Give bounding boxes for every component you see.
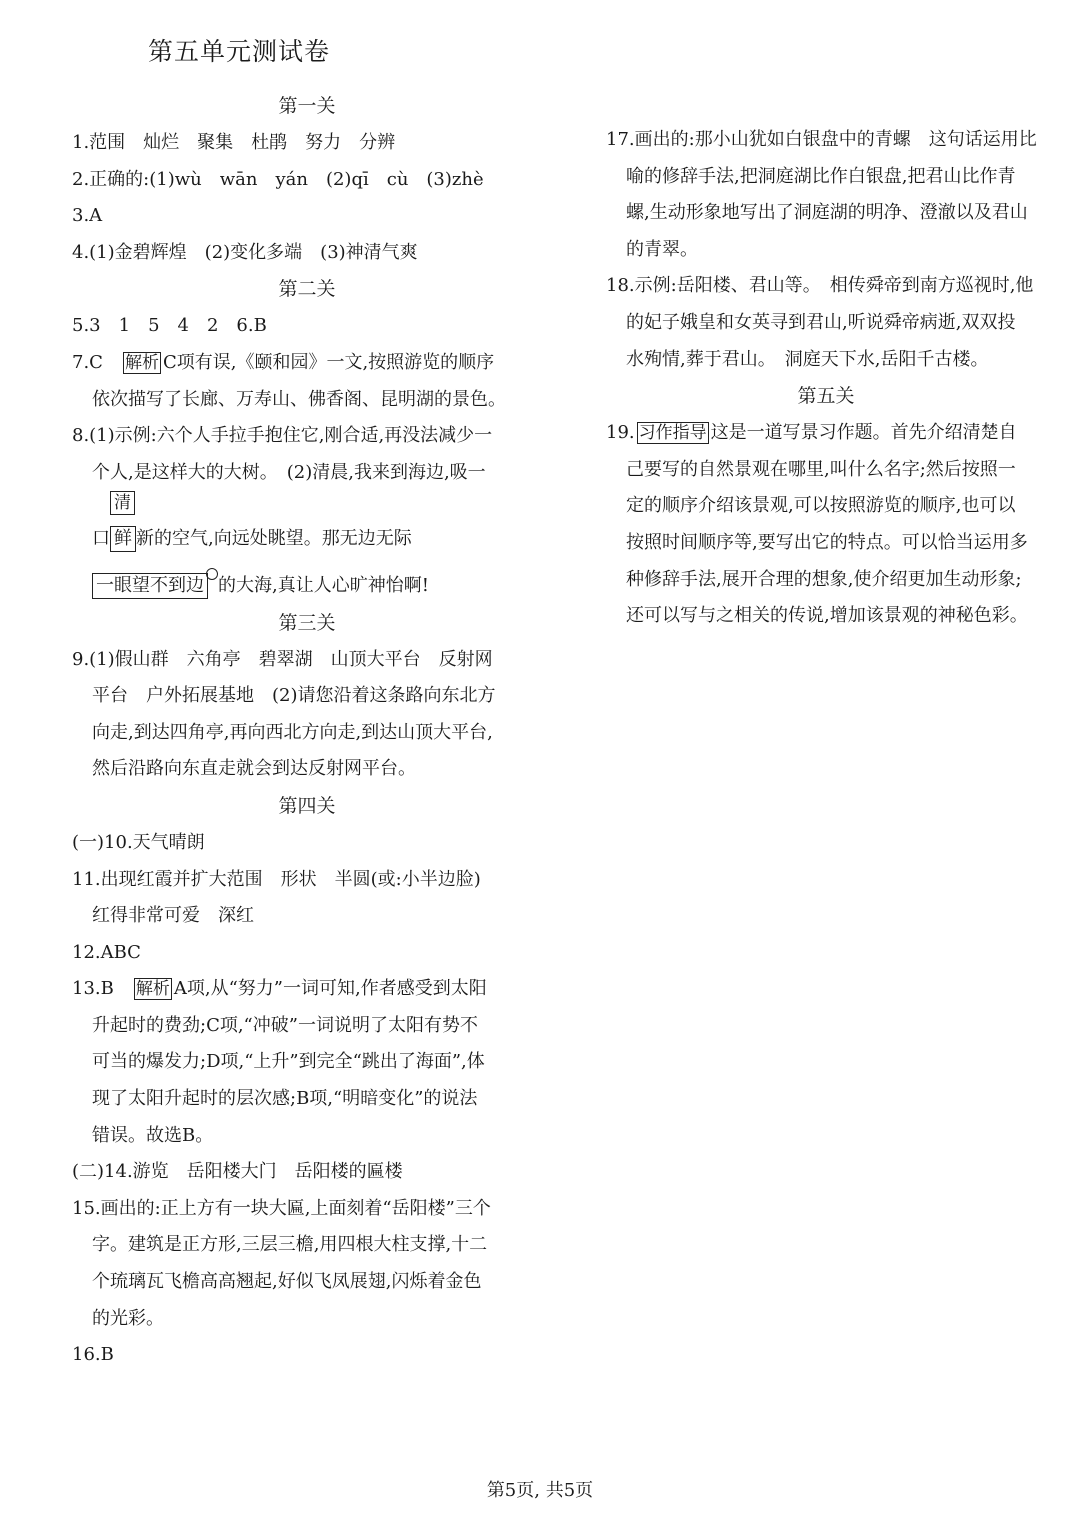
answer-11-cont: 红得非常可爱 深红	[92, 905, 254, 927]
insert-mark-icon	[206, 568, 218, 580]
correction-old-char: 鲜	[110, 526, 136, 552]
answer-11: 11.出现红霞并扩大范围 形状 半圆(或:小半边脸)	[72, 868, 481, 890]
answer-9: 9.(1)假山群 六角亭 碧翠湖 山顶大平台 反射网	[72, 648, 493, 670]
left-column	[72, 88, 542, 1374]
page-title: 第五单元测试卷	[148, 37, 331, 66]
section-heading-4: 第四关	[278, 794, 336, 817]
section-heading-1: 第一关	[278, 95, 336, 117]
answer-9-cont-3: 然后沿路向东直走就会到达反射网平台。	[92, 758, 416, 780]
answer-16: 16.B	[72, 1344, 114, 1366]
answer-18-cont-1: 的妃子娥皇和女英寻到君山,听说舜帝病逝,双双投	[626, 311, 1016, 333]
answer-5-6: 5.3 1 5 4 2 6.B	[72, 315, 267, 337]
correction-mark	[110, 493, 136, 558]
answer-13-cont-1: 升起时的费劲;C项,“冲破”一词说明了太阳有势不	[92, 1014, 478, 1036]
section-heading-2: 第二关	[278, 278, 336, 301]
inserted-phrase-box: 一眼望不到边	[92, 573, 208, 599]
answer-13-cont-2: 可当的爆发力;D项,“上升”到完全“跳出了海面”,体	[92, 1051, 485, 1073]
answer-10: (一)10.天气晴朗	[72, 831, 205, 853]
answer-19-cont-1: 己要写的自然景观在哪里,叫什么名字;然后按照一	[626, 458, 1016, 480]
answer-8-cont: 个人,是这样大的大树。 (2)清晨,我来到海边,吸一	[92, 461, 486, 483]
answer-9-cont-1: 平台 户外拓展基地 (2)请您沿着这条路向东北方	[92, 685, 496, 707]
answer-13-cont-4: 错误。故选B。	[92, 1124, 214, 1146]
writing-guide-tag: 习作指导	[638, 423, 707, 444]
page-footer: 第5页, 共5页	[486, 1480, 594, 1501]
answer-12: 12.ABC	[72, 941, 141, 963]
right-column	[606, 122, 1046, 635]
analysis-tag: 解析	[124, 352, 159, 373]
answer-17-cont-1: 喻的修辞手法,把洞庭湖比作白银盘,把君山比作青	[626, 165, 1016, 187]
answer-19-cont-5: 还可以写与之相关的传说,增加该景观的神秘色彩。	[626, 605, 1028, 627]
answer-15-cont-1: 字。建筑是正方形,三层三檐,用四根大柱支撑,十二	[92, 1234, 488, 1256]
answer-14: (二)14.游览 岳阳楼大门 岳阳楼的匾楼	[72, 1161, 403, 1183]
answer-8-end: 一眼望不到边 的大海,真让人心旷神怡啊!	[72, 568, 542, 605]
answer-17-cont-2: 螺,生动形象地写出了洞庭湖的明净、澄澈以及君山	[626, 202, 1028, 224]
answer-3: 3.A	[72, 205, 103, 227]
answer-7-cont: 依次描写了长廊、万寿山、佛香阁、昆明湖的景色。	[92, 388, 506, 410]
analysis-tag: 解析	[135, 979, 170, 1000]
section-heading-5: 第五关	[797, 385, 855, 408]
answer-8-correction-line: 口 清 鲜 新的空气,向远处眺望。那无边无际	[72, 521, 542, 558]
answer-2: 2.正确的:(1)wù wān yán (2)qī cù (3)zhè	[72, 168, 484, 190]
answer-1: 1.范围 灿烂 聚集 杜鹃 努力 分辨	[72, 132, 396, 153]
answer-15: 15.画出的:正上方有一块大匾,上面刻着“岳阳楼”三个	[72, 1197, 491, 1219]
correction-new-char: 清	[110, 491, 135, 515]
answer-9-cont-2: 向走,到达四角亭,再向西北方向走,到达山顶大平台,	[92, 721, 493, 743]
answer-18: 18.示例:岳阳楼、君山等。 相传舜帝到南方巡视时,他	[606, 275, 1034, 297]
answer-15-cont-2: 个琉璃瓦飞檐高高翘起,好似飞凤展翅,闪烁着金色	[92, 1271, 482, 1293]
answer-8: 8.(1)示例:六个人手拉手抱住它,刚合适,再没法减少一	[72, 425, 493, 447]
answer-19: 19. 习作指导 这是一道写景习作题。首先介绍清楚自	[606, 422, 1017, 444]
answer-13-cont-3: 现了太阳升起时的层次感;B项,“明暗变化”的说法	[92, 1088, 478, 1110]
answer-19-cont-4: 种修辞手法,展开合理的想象,使介绍更加生动形象;	[626, 568, 1022, 590]
answer-19-cont-2: 定的顺序介绍该景观,可以按照游览的顺序,也可以	[626, 495, 1016, 517]
answer-19-cont-3: 按照时间顺序等,要写出它的特点。可以恰当运用多	[626, 531, 1028, 553]
answer-17: 17.画出的:那小山犹如白银盘中的青螺 这句话运用比	[606, 129, 1037, 150]
answer-13: 13.B 解析 A项,从“努力”一词可知,作者感受到太阳	[72, 978, 487, 1000]
answer-17-cont-3: 的青翠。	[626, 238, 698, 260]
answer-4: 4.(1)金碧辉煌 (2)变化多端 (3)神清气爽	[72, 241, 418, 263]
answer-7: 7.C 解析 C项有误,《颐和园》一文,按照游览的顺序	[72, 351, 495, 373]
answer-18-cont-2: 水殉情,葬于君山。 洞庭天下水,岳阳千古楼。	[626, 348, 989, 370]
section-heading-3: 第三关	[278, 611, 336, 634]
answer-15-cont-3: 的光彩。	[92, 1307, 164, 1329]
